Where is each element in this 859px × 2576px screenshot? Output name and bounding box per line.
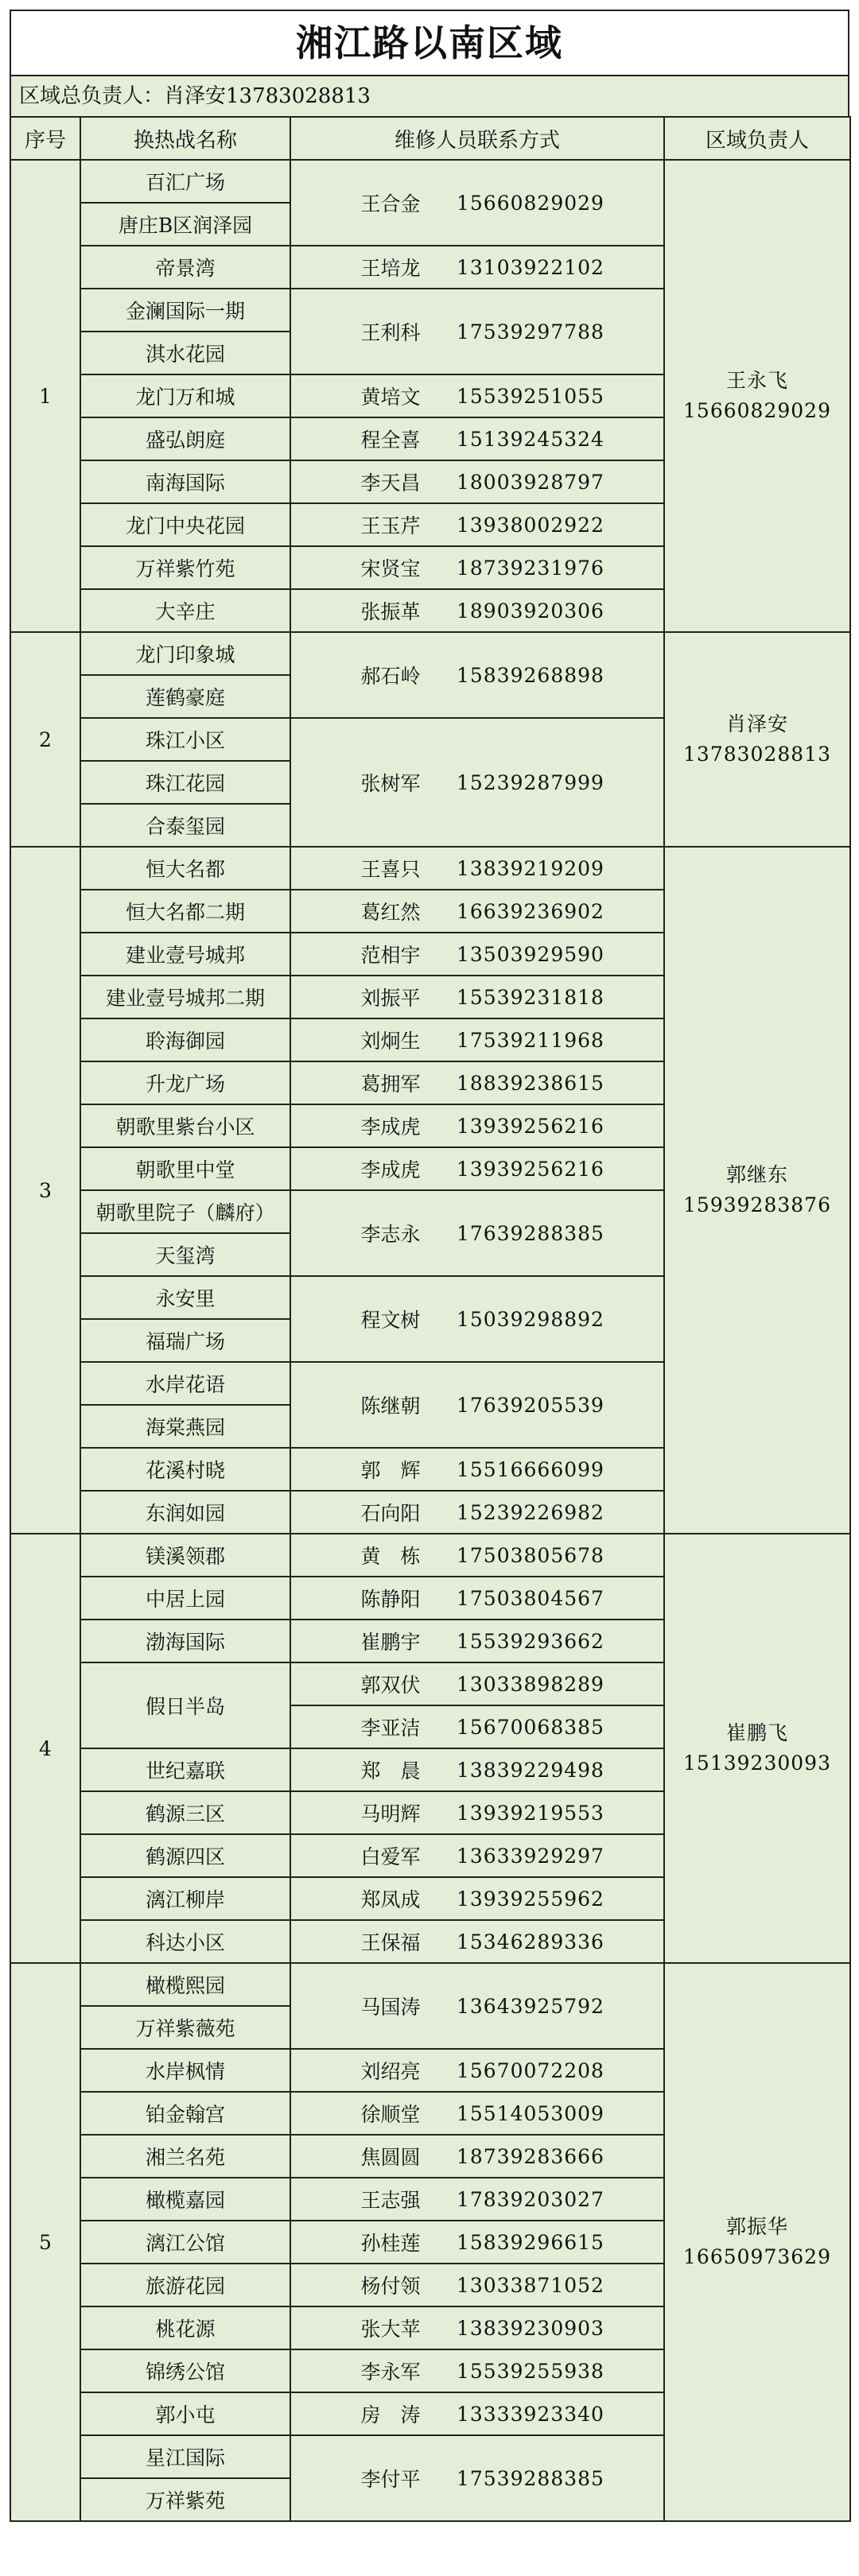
contact-name: 马国涛 <box>360 1996 421 2019</box>
contact-phone: 15514053009 <box>457 2101 604 2125</box>
station-cell: 永安里 <box>80 1276 290 1319</box>
contact-name: 李亚洁 <box>360 1717 421 1740</box>
contact-cell <box>290 2392 664 2435</box>
header-row <box>10 117 850 160</box>
contact-info <box>291 188 663 217</box>
contact-cell <box>290 1662 664 1705</box>
station-cell: 鹤源四区 <box>80 1834 290 1877</box>
contact-phone: 15039298892 <box>457 1307 604 1331</box>
contact-cell <box>290 890 664 933</box>
contact-cell <box>290 1834 664 1877</box>
station-cell: 科达小区 <box>80 1920 290 1963</box>
leader-name: 王永飞 <box>725 369 788 392</box>
roster-sheet <box>10 10 849 2522</box>
contact-cell <box>290 718 664 847</box>
contact-info <box>291 2399 663 2428</box>
contact-name: 程全喜 <box>360 429 421 452</box>
station-cell: 恒大名都二期 <box>80 890 290 933</box>
contact-phone: 13033898289 <box>457 1672 604 1696</box>
station-cell: 星江国际 <box>80 2435 290 2478</box>
contact-phone: 18903920306 <box>457 599 604 623</box>
contact-cell <box>290 2435 664 2521</box>
contact-phone: 13938002922 <box>457 513 604 537</box>
contact-info <box>291 768 663 797</box>
station-cell: 珠江小区 <box>80 718 290 761</box>
contact-phone: 15139245324 <box>457 427 604 451</box>
station-cell: 海棠燕园 <box>80 1405 290 1448</box>
contact-phone: 13033871052 <box>457 2273 604 2297</box>
station-cell: 龙门万和城 <box>80 374 290 417</box>
station-cell: 旅游花园 <box>80 2264 290 2306</box>
contact-info <box>291 1455 663 1484</box>
station-cell: 金澜国际一期 <box>80 289 290 332</box>
contact-name: 陈静阳 <box>360 1588 421 1611</box>
leader-phone: 15660829029 <box>683 399 831 422</box>
contact-phone: 15539251055 <box>457 384 604 408</box>
station-cell: 水岸花语 <box>80 1362 290 1405</box>
contact-phone: 17539211968 <box>457 1028 604 1052</box>
contact-phone: 17539297788 <box>457 320 604 343</box>
contact-info <box>291 1992 663 2020</box>
station-cell: 天玺湾 <box>80 1233 290 1276</box>
contact-name: 葛红然 <box>360 901 421 924</box>
contact-name: 郑凤成 <box>360 1888 421 1911</box>
contact-cell <box>290 589 664 632</box>
contact-name: 黄培文 <box>360 386 421 409</box>
table-row <box>10 1534 850 1577</box>
header-leader: 区域负责人 <box>664 117 850 160</box>
contact-phone: 13333923340 <box>457 2402 604 2426</box>
contact-phone: 15670068385 <box>457 1715 604 1739</box>
contact-cell <box>290 632 664 718</box>
contact-phone: 18739283666 <box>457 2144 604 2168</box>
contact-name: 陈继朝 <box>360 1395 421 1418</box>
leader-phone: 15939283876 <box>683 1193 831 1216</box>
contact-name: 王利科 <box>360 321 421 344</box>
contact-phone: 15239287999 <box>457 770 604 794</box>
contact-info <box>291 1541 663 1569</box>
station-cell: 漓江柳岸 <box>80 1877 290 1920</box>
station-cell: 建业壹号城邦二期 <box>80 976 290 1018</box>
station-cell: 朝歌里中堂 <box>80 1147 290 1190</box>
contact-cell <box>290 2178 664 2221</box>
contact-phone: 15346289336 <box>457 1930 604 1953</box>
contact-phone: 17539288385 <box>457 2466 604 2490</box>
leader-name: 郭继东 <box>725 1163 788 1186</box>
contact-phone: 13939219553 <box>457 1801 604 1825</box>
station-cell: 桃花源 <box>80 2306 290 2349</box>
contact-info <box>291 2464 663 2493</box>
manager-value: 肖泽安13783028813 <box>164 84 371 108</box>
contact-phone: 18003928797 <box>457 470 604 494</box>
seq-cell: 1 <box>10 160 80 632</box>
contact-info <box>291 897 663 925</box>
contact-info <box>291 2271 663 2299</box>
station-cell: 花溪村晓 <box>80 1448 290 1491</box>
contact-name: 石向阳 <box>360 1502 421 1525</box>
contact-phone: 17639288385 <box>457 1221 604 1245</box>
header-station: 换热战名称 <box>80 117 290 160</box>
table-body <box>10 160 850 2521</box>
station-cell: 珠江花园 <box>80 761 290 804</box>
contact-cell <box>290 847 664 890</box>
contact-info <box>291 2314 663 2342</box>
contact-name: 杨付领 <box>360 2275 421 2298</box>
leader-phone: 15139230093 <box>683 1752 831 1775</box>
station-cell: 镁溪领郡 <box>80 1534 290 1577</box>
contact-info <box>291 425 663 453</box>
station-cell: 莲鹤豪庭 <box>80 675 290 718</box>
contact-name: 郭 辉 <box>360 1459 421 1482</box>
contact-cell <box>290 933 664 976</box>
contact-phone: 13939255962 <box>457 1887 604 1911</box>
contact-info <box>291 1713 663 1741</box>
contact-phone: 15539255938 <box>457 2359 604 2383</box>
station-cell: 朝歌里紫台小区 <box>80 1104 290 1147</box>
station-cell: 渤海国际 <box>80 1620 290 1662</box>
contact-info <box>291 1111 663 1140</box>
contact-info <box>291 1755 663 1784</box>
station-cell: 铂金翰宫 <box>80 2092 290 2135</box>
station-cell: 橄榄嘉园 <box>80 2178 290 2221</box>
contact-info <box>291 983 663 1011</box>
contact-cell <box>290 1748 664 1791</box>
seq-cell: 2 <box>10 632 80 847</box>
contact-phone: 18839238615 <box>457 1071 604 1095</box>
contact-info <box>291 2099 663 2128</box>
table-row <box>10 632 850 675</box>
leader-cell <box>664 1963 850 2521</box>
contact-info <box>291 1305 663 1333</box>
contact-info <box>291 940 663 968</box>
contact-cell <box>290 1877 664 1920</box>
contact-name: 刘振平 <box>360 987 421 1010</box>
contact-cell <box>290 546 664 589</box>
contact-cell <box>290 1791 664 1834</box>
contact-name: 郭双伏 <box>360 1674 421 1697</box>
contact-phone: 15839268898 <box>457 663 604 687</box>
contact-info <box>291 1884 663 1913</box>
leader-cell <box>664 847 850 1534</box>
contact-phone: 15670072208 <box>457 2058 604 2082</box>
contact-name: 孙桂莲 <box>360 2232 421 2255</box>
contact-info <box>291 2185 663 2213</box>
table-row <box>10 160 850 203</box>
contact-cell <box>290 2264 664 2306</box>
contact-info <box>291 2056 663 2085</box>
contact-name: 刘炯生 <box>360 1030 421 1053</box>
contact-name: 郝石岭 <box>360 665 421 688</box>
contact-phone: 15539231818 <box>457 985 604 1009</box>
contact-cell <box>290 160 664 246</box>
station-cell: 南海国际 <box>80 460 290 503</box>
contact-cell <box>290 1577 664 1620</box>
contact-info <box>291 2228 663 2256</box>
contact-name: 徐顺堂 <box>360 2103 421 2126</box>
contact-cell <box>290 417 664 460</box>
contact-name: 黄 栋 <box>360 1545 421 1568</box>
contact-phone: 16639236902 <box>457 899 604 923</box>
contact-name: 王合金 <box>360 192 421 215</box>
contact-cell <box>290 246 664 289</box>
seq-cell: 5 <box>10 1963 80 2521</box>
leader-cell <box>664 1534 850 1963</box>
contact-name: 马明辉 <box>360 1802 421 1825</box>
table-row <box>10 847 850 890</box>
contact-cell <box>290 1705 664 1748</box>
contact-info <box>291 854 663 883</box>
table-row <box>10 1963 850 2006</box>
station-cell: 万祥紫竹苑 <box>80 546 290 589</box>
station-cell: 水岸枫情 <box>80 2049 290 2092</box>
station-cell: 中居上园 <box>80 1577 290 1620</box>
contact-cell <box>290 374 664 417</box>
station-cell: 百汇广场 <box>80 160 290 203</box>
contact-phone: 15839296615 <box>457 2230 604 2254</box>
station-cell: 湘兰名苑 <box>80 2135 290 2178</box>
contact-info <box>291 1584 663 1612</box>
contact-phone: 17639205539 <box>457 1393 604 1417</box>
contact-cell <box>290 1448 664 1491</box>
contact-info <box>291 317 663 346</box>
contact-info <box>291 1670 663 1698</box>
contact-info <box>291 596 663 625</box>
contact-cell <box>290 289 664 374</box>
leader-name: 崔鹏飞 <box>725 1721 788 1744</box>
contact-phone: 13643925792 <box>457 1994 604 2018</box>
contact-name: 李成虎 <box>360 1115 421 1139</box>
contact-phone: 13103922102 <box>457 255 604 279</box>
station-cell: 福瑞广场 <box>80 1319 290 1362</box>
contact-info <box>291 1798 663 1827</box>
contact-phone: 18739231976 <box>457 556 604 580</box>
station-cell: 锦绣公馆 <box>80 2349 290 2392</box>
station-cell: 万祥紫苑 <box>80 2478 290 2521</box>
contact-cell <box>290 2349 664 2392</box>
contact-name: 房 涛 <box>360 2403 421 2427</box>
header-contact: 维修人员联系方式 <box>290 117 664 160</box>
station-cell: 漓江公馆 <box>80 2221 290 2264</box>
contact-cell <box>290 1920 664 1963</box>
contact-info <box>291 1927 663 1956</box>
contact-info <box>291 1627 663 1655</box>
contact-name: 王保福 <box>360 1931 421 1954</box>
region-manager-line <box>10 75 849 116</box>
station-cell: 聆海御园 <box>80 1018 290 1061</box>
station-cell: 世纪嘉联 <box>80 1748 290 1791</box>
contact-info <box>291 1069 663 1097</box>
contact-name: 李永军 <box>360 2361 421 2384</box>
contact-name: 郑 晨 <box>360 1759 421 1783</box>
contact-name: 王喜只 <box>360 858 421 881</box>
contact-info <box>291 2357 663 2385</box>
contact-info <box>291 1219 663 1247</box>
contact-name: 刘绍亮 <box>360 2060 421 2083</box>
contact-name: 王玉芹 <box>360 514 421 537</box>
contact-phone: 15516666099 <box>457 1457 604 1481</box>
contact-cell <box>290 2221 664 2264</box>
contact-name: 李天昌 <box>360 471 421 495</box>
contact-cell <box>290 1190 664 1276</box>
contact-phone: 13939256216 <box>457 1157 604 1181</box>
seq-cell: 3 <box>10 847 80 1534</box>
station-cell: 龙门中央花园 <box>80 503 290 546</box>
leader-name: 郭振华 <box>725 2215 788 2238</box>
contact-info <box>291 467 663 496</box>
station-cell: 大辛庄 <box>80 589 290 632</box>
contact-info <box>291 510 663 539</box>
contact-phone: 17503804567 <box>457 1586 604 1610</box>
contact-cell <box>290 1534 664 1577</box>
contact-name: 程文树 <box>360 1309 421 1332</box>
station-cell: 升龙广场 <box>80 1061 290 1104</box>
contact-cell <box>290 1620 664 1662</box>
contact-name: 范相宇 <box>360 944 421 967</box>
contact-phone: 13839229498 <box>457 1758 604 1782</box>
leader-phone: 13783028813 <box>683 743 831 766</box>
contact-phone: 13633929297 <box>457 1844 604 1868</box>
contact-cell <box>290 1061 664 1104</box>
contact-cell <box>290 2049 664 2092</box>
contact-cell <box>290 1018 664 1061</box>
contact-phone: 15539293662 <box>457 1629 604 1653</box>
contact-cell <box>290 1963 664 2049</box>
leader-cell <box>664 632 850 847</box>
contact-info <box>291 1498 663 1527</box>
contact-name: 葛拥军 <box>360 1073 421 1096</box>
station-cell: 淇水花园 <box>80 332 290 374</box>
contact-phone: 15660829029 <box>457 191 604 215</box>
contact-name: 王培龙 <box>360 257 421 280</box>
station-cell: 合泰玺园 <box>80 804 290 847</box>
station-cell: 鹤源三区 <box>80 1791 290 1834</box>
contact-info <box>291 2142 663 2171</box>
contact-cell <box>290 976 664 1018</box>
station-cell: 龙门印象城 <box>80 632 290 675</box>
contact-name: 白爱军 <box>360 1845 421 1868</box>
contact-name: 李志永 <box>360 1223 421 1246</box>
contact-phone: 13839230903 <box>457 2316 604 2340</box>
station-cell: 东润如园 <box>80 1491 290 1534</box>
contact-phone: 13503929590 <box>457 942 604 966</box>
page-title: 湘江路以南区域 <box>10 10 849 75</box>
station-cell: 恒大名都 <box>80 847 290 890</box>
station-cell: 橄榄熙园 <box>80 1963 290 2006</box>
contact-phone: 13839219209 <box>457 856 604 880</box>
contact-cell <box>290 2306 664 2349</box>
contact-phone: 17503805678 <box>457 1543 604 1567</box>
station-cell: 帝景湾 <box>80 246 290 289</box>
contact-cell <box>290 1104 664 1147</box>
contact-name: 李付平 <box>360 2468 421 2491</box>
contact-cell <box>290 2135 664 2178</box>
contact-info <box>291 553 663 582</box>
station-cell: 假日半岛 <box>80 1662 290 1748</box>
contact-cell <box>290 1276 664 1362</box>
contact-phone: 15239226982 <box>457 1500 604 1524</box>
contact-info <box>291 253 663 281</box>
contact-table <box>10 116 851 2522</box>
contact-cell <box>290 1147 664 1190</box>
contact-cell <box>290 460 664 503</box>
station-cell: 唐庄B区润泽园 <box>80 203 290 246</box>
leader-cell <box>664 160 850 632</box>
contact-cell <box>290 1362 664 1448</box>
contact-info <box>291 1026 663 1054</box>
contact-name: 李成虎 <box>360 1158 421 1181</box>
contact-cell <box>290 2092 664 2135</box>
contact-name: 崔鹏宇 <box>360 1631 421 1654</box>
manager-label: 区域总负责人： <box>19 84 165 108</box>
contact-name: 王志强 <box>360 2189 421 2212</box>
station-cell: 万祥紫薇苑 <box>80 2006 290 2049</box>
station-cell: 盛弘朗庭 <box>80 417 290 460</box>
contact-info <box>291 382 663 410</box>
station-cell: 建业壹号城邦 <box>80 933 290 976</box>
contact-name: 张大苹 <box>360 2318 421 2341</box>
contact-info <box>291 1391 663 1419</box>
leader-phone: 16650973629 <box>683 2245 831 2268</box>
contact-info <box>291 661 663 689</box>
header-seq: 序号 <box>10 117 80 160</box>
contact-name: 张振革 <box>360 600 421 623</box>
contact-name: 焦圆圆 <box>360 2146 421 2169</box>
station-cell: 郭小屯 <box>80 2392 290 2435</box>
contact-phone: 17839203027 <box>457 2187 604 2211</box>
contact-phone: 13939256216 <box>457 1114 604 1138</box>
contact-cell <box>290 1491 664 1534</box>
contact-info <box>291 1841 663 1870</box>
contact-cell <box>290 503 664 546</box>
contact-name: 宋贤宝 <box>360 557 421 580</box>
seq-cell: 4 <box>10 1534 80 1963</box>
contact-name: 张树军 <box>360 772 421 795</box>
leader-name: 肖泽安 <box>725 712 788 735</box>
contact-info <box>291 1154 663 1183</box>
station-cell: 朝歌里院子（麟府） <box>80 1190 290 1233</box>
